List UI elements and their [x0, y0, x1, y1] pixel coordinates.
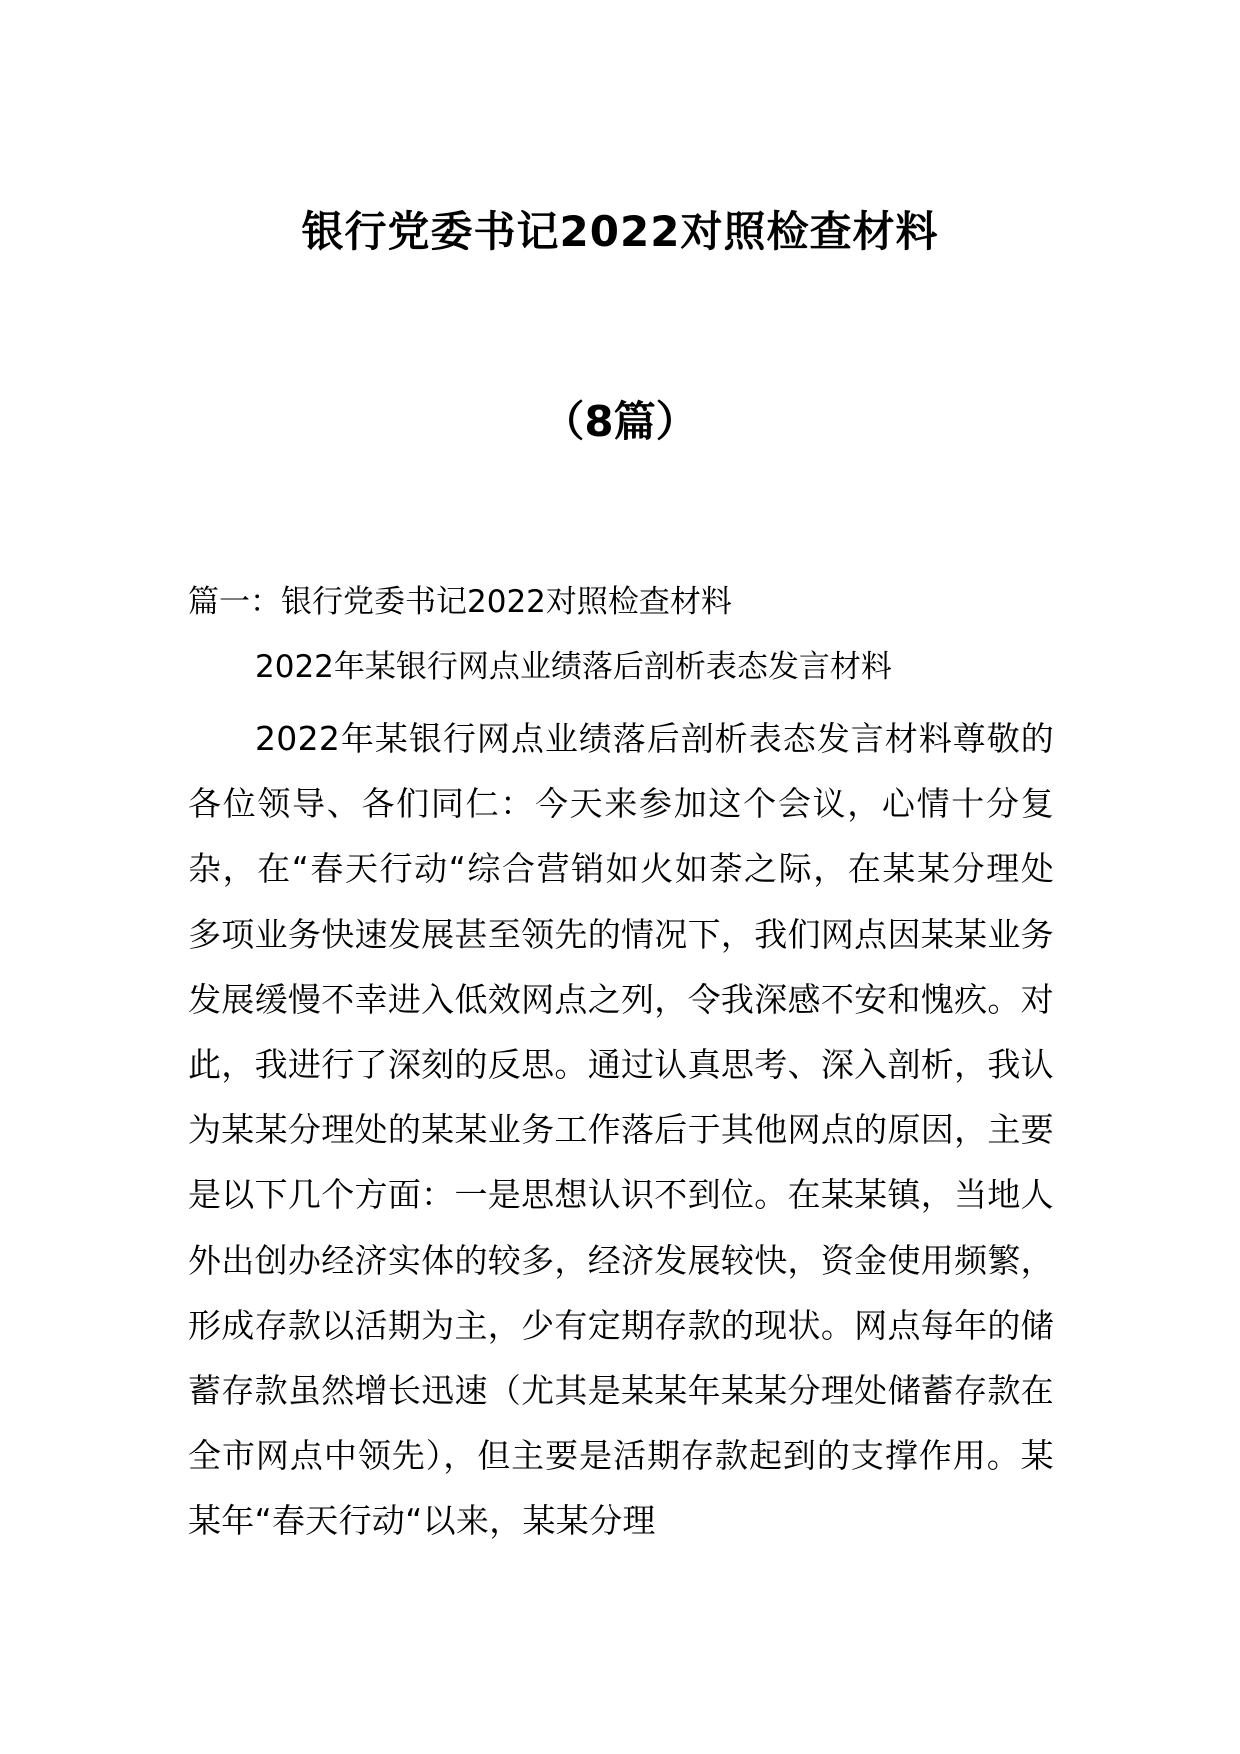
section-heading: 篇一：银行党委书记2022对照检查材料: [188, 584, 732, 620]
document-title: 银行党委书记2022对照检查材料: [301, 207, 939, 256]
document-subtitle: （8篇）: [542, 397, 698, 446]
article-title: 2022年某银行网点业绩落后剖析表态发言材料: [255, 649, 892, 685]
body-paragraph: 2022年某银行网点业绩落后剖析表态发言材料尊敬的各位领导、各们同仁：今天来参加这个会议，心情十分复杂，在“春天行动“综合营销如火如荼之际，在某某分理处多项业务快速发展甚至领先的情况下，我们网点因某某业务发展缓慢不幸进入低效网点之列，令我深感不安和愧疚。对此，我进行了深刻的反思。通过认真思考、深入剖析，我认为某某分理处的某某业务工作落后于其他网点的原因，主要是以下几个方面：一是思想认识不到位。在某某镇，当地人外出创办经济实体的较多，经济发展较快，资金使用频繁，形成存款以活期为主，少有定期存款的现状。网点每年的储蓄存款虽然增长迅速（尤其是某某年某某分理处储蓄存款在全市网点中领先），但主要是活期存款起到的支撑作用。某某年“春天行动“以来，某某分理: [188, 719, 1054, 1541]
